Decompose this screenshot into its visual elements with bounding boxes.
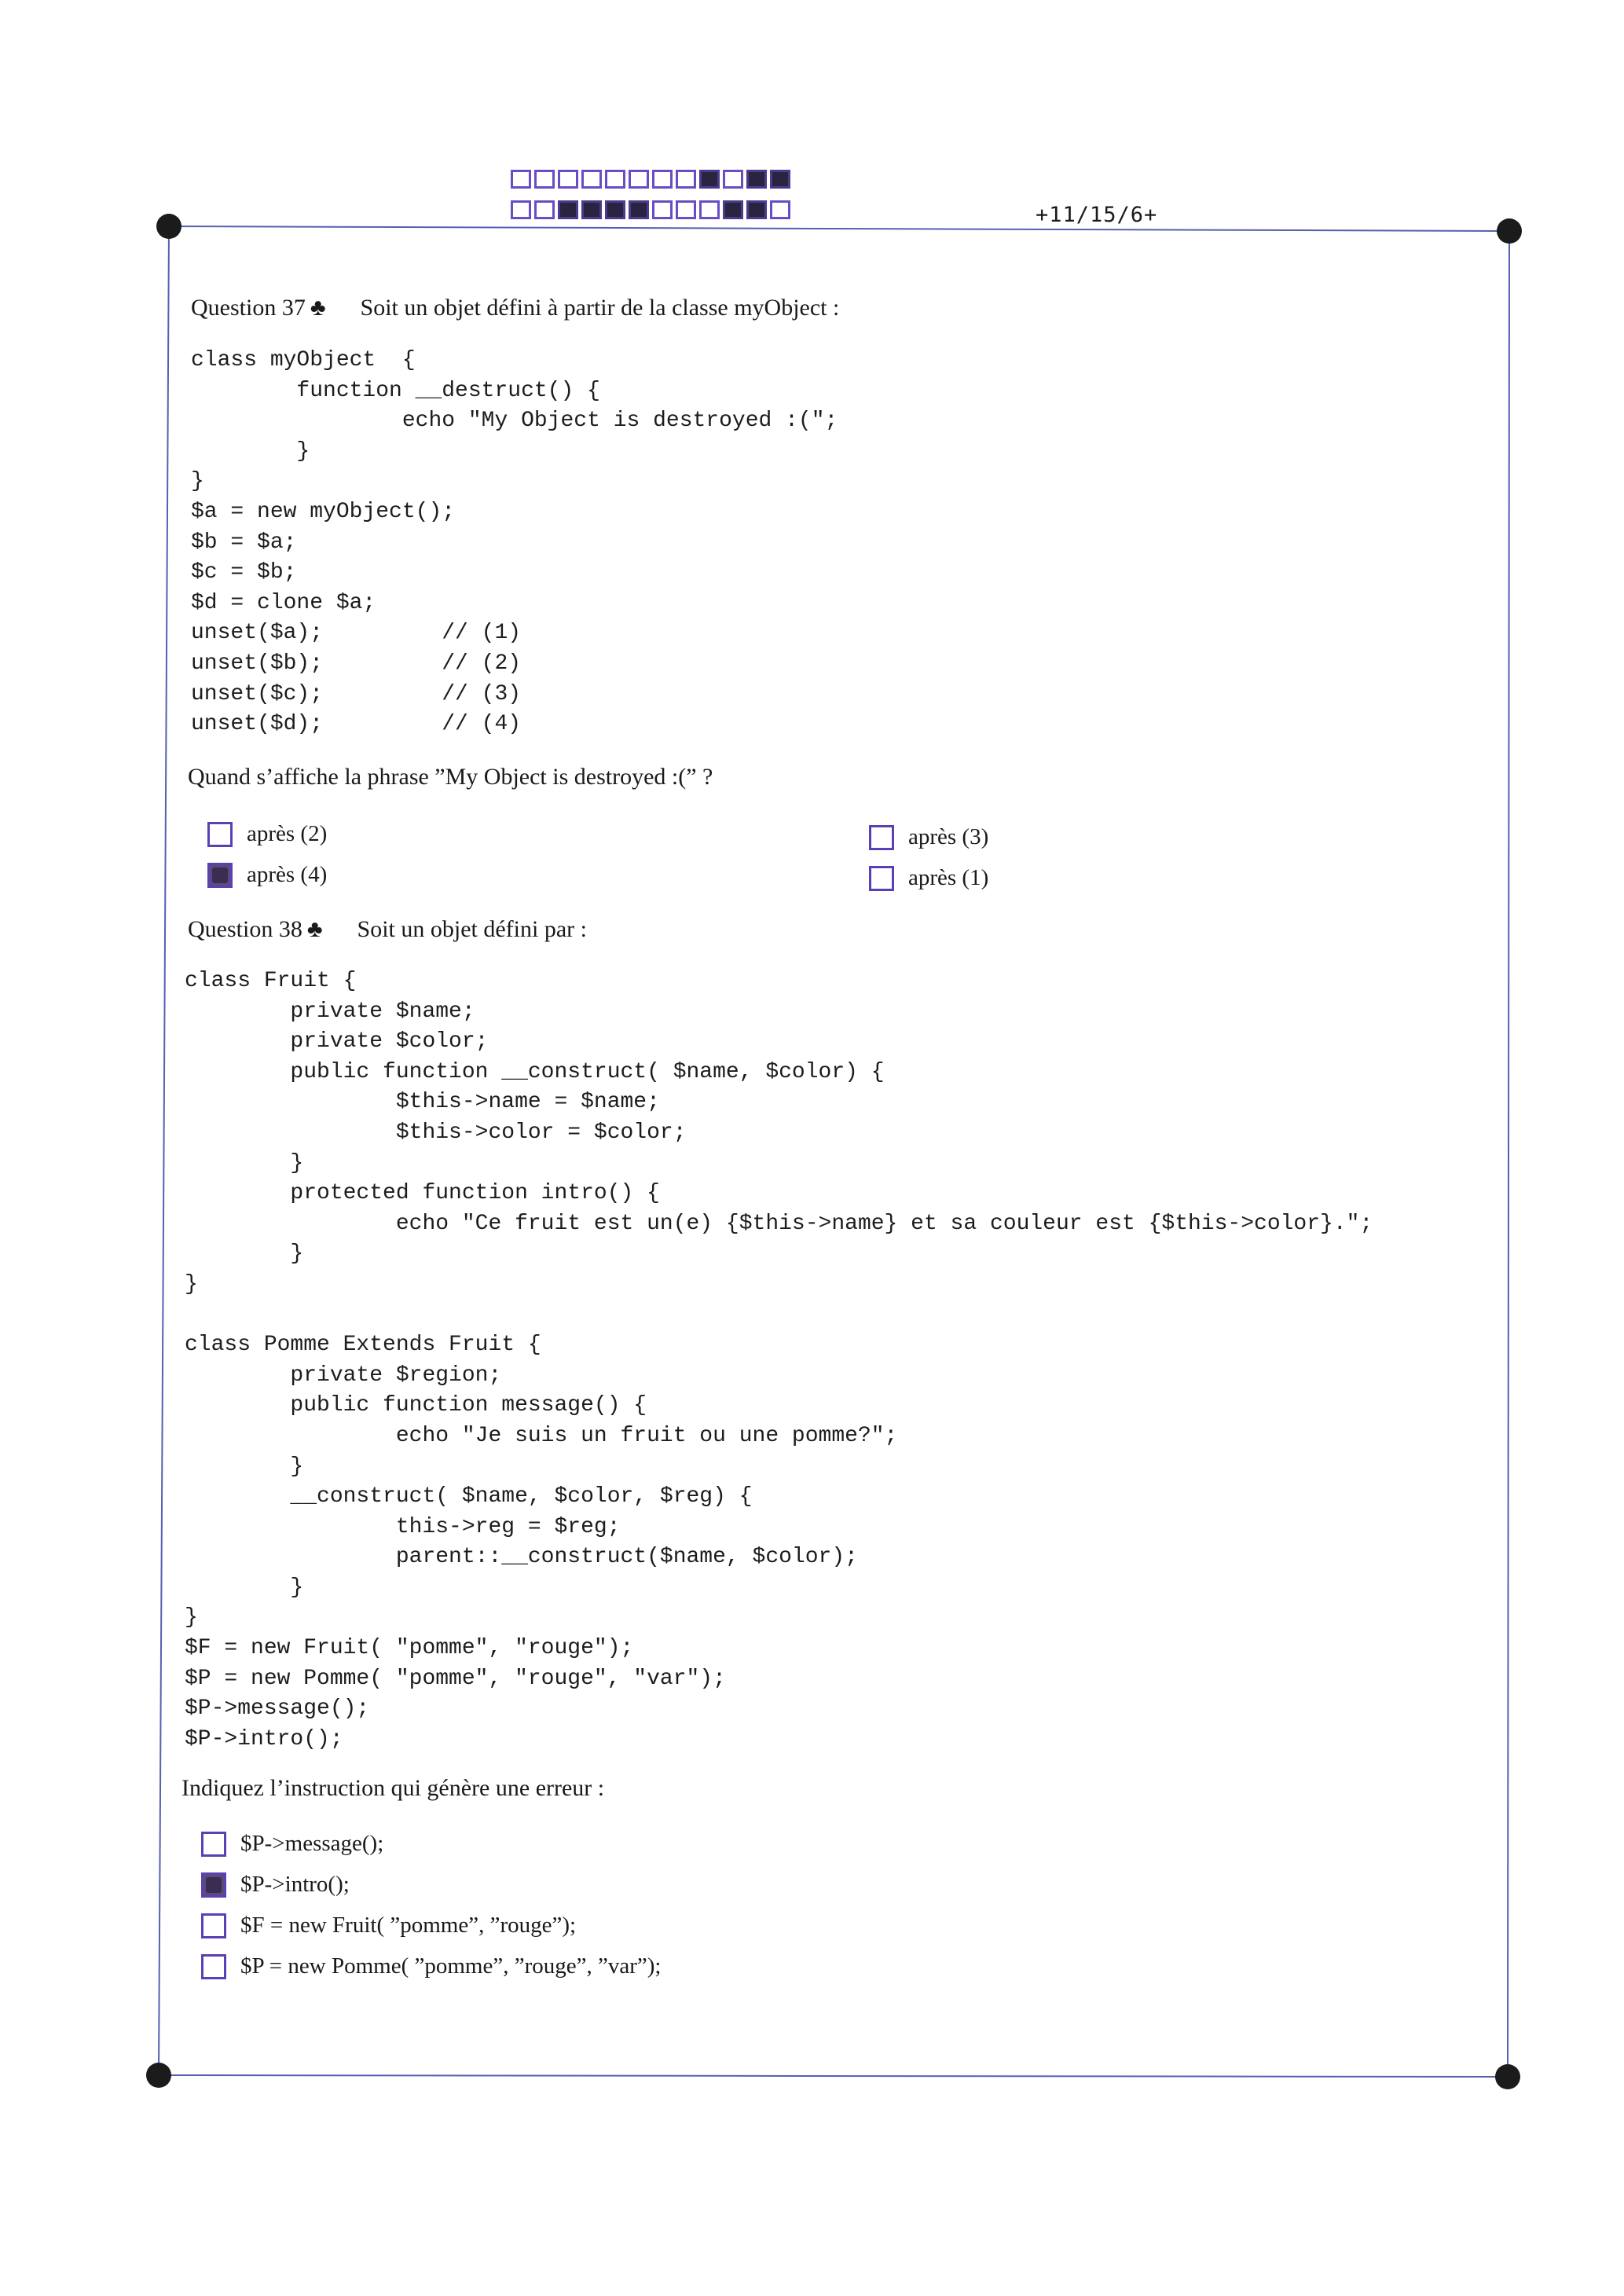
id-code-row-1	[511, 170, 794, 189]
answer-label: après (1)	[908, 865, 989, 890]
answer-q38-d[interactable]	[201, 1953, 661, 1979]
answer-q37-c[interactable]	[869, 824, 988, 850]
answer-q38-a[interactable]	[201, 1831, 383, 1857]
id-box-filled	[581, 200, 602, 219]
question-38-text: Soit un objet défini par :	[357, 916, 587, 942]
id-box-empty	[676, 200, 696, 219]
question-37-text: Soit un objet défini à partir de la classe myObject :	[360, 295, 840, 321]
id-box-empty	[629, 170, 649, 189]
registration-mark-top-right	[1497, 218, 1522, 244]
id-box-empty	[699, 200, 720, 219]
registration-mark-top-left	[156, 214, 181, 239]
id-box-empty	[652, 170, 673, 189]
answer-q37-d[interactable]	[869, 865, 988, 891]
answer-label: $P->intro();	[240, 1872, 350, 1897]
checkbox-checked[interactable]	[207, 863, 233, 888]
checkbox-checked[interactable]	[201, 1872, 226, 1898]
id-box-filled	[558, 200, 578, 219]
answer-q38-b[interactable]	[201, 1872, 350, 1898]
id-box-empty	[652, 200, 673, 219]
id-box-empty	[770, 200, 790, 219]
id-box-filled	[629, 200, 649, 219]
id-box-filled	[605, 200, 625, 219]
checkbox[interactable]	[869, 866, 894, 891]
checkbox[interactable]	[201, 1954, 226, 1979]
answer-q37-a[interactable]	[207, 821, 327, 847]
id-box-filled	[699, 170, 720, 189]
question-37-prompt: Quand s’affiche la phrase ”My Object is destroyed :(” ?	[188, 764, 713, 790]
id-box-filled	[723, 200, 743, 219]
answer-q37-b[interactable]	[207, 862, 327, 888]
question-38-header	[188, 916, 587, 943]
question-38-label: Question 38	[188, 916, 302, 942]
registration-mark-bottom-left	[146, 2063, 171, 2088]
id-code-row-2	[511, 200, 794, 219]
id-box-empty	[511, 200, 531, 219]
id-box-empty	[534, 170, 555, 189]
answer-q38-c[interactable]	[201, 1913, 576, 1938]
question-38-prompt: Indiquez l’instruction qui génère une erreur :	[181, 1775, 605, 1801]
answer-label: après (4)	[247, 862, 328, 887]
page-id: +11/15/6+	[1036, 203, 1158, 227]
id-box-empty	[534, 200, 555, 219]
id-box-filled	[746, 170, 767, 189]
id-box-empty	[558, 170, 578, 189]
answer-label: $F = new Fruit( ”pomme”, ”rouge”);	[240, 1913, 577, 1938]
club-symbol: ♣	[306, 916, 323, 942]
id-box-empty	[605, 170, 625, 189]
checkbox[interactable]	[201, 1913, 226, 1938]
answer-label: après (3)	[908, 824, 989, 849]
question-37-label: Question 37	[191, 295, 306, 321]
registration-mark-bottom-right	[1495, 2064, 1520, 2089]
id-box-empty	[581, 170, 602, 189]
id-box-filled	[746, 200, 767, 219]
id-box-empty	[676, 170, 696, 189]
id-box-empty	[723, 170, 743, 189]
club-symbol: ♣	[310, 295, 326, 321]
checkbox[interactable]	[201, 1832, 226, 1857]
checkbox[interactable]	[869, 825, 894, 850]
question-38-code: class Fruit { private $name; private $color; public function __construct( $name, $color) { $this->name = $name; $this->color = $color; } protected function intro() { echo "Ce fruit est un(e) {$this->name} et sa couleur est {$this->color}."; } } class Pomme Extends Fruit { private $region; public function message() { echo "Je suis un fruit ou une pomme?"; } __construct( $name, $color, $reg) { this->reg = $reg; parent::__construct($name, $color); } } $F = new Fruit( "pomme", "rouge"); $P = new Pomme( "pomme", "rouge", "var"); $P->message(); $P->intro();	[185, 969, 1373, 1751]
answer-label: $P->message();	[240, 1831, 384, 1856]
id-box-empty	[511, 170, 531, 189]
answer-label: $P = new Pomme( ”pomme”, ”rouge”, ”var”);	[240, 1953, 662, 1979]
answer-label: après (2)	[247, 821, 328, 846]
question-37-code: class myObject { function __destruct() { echo "My Object is destroyed :("; } } $a = new myObject(); $b = $a; $c = $b; $d = clone $a; unset($a); // (1) unset($b); // (2) unset($c); // (3) unset($d); // (4)	[191, 348, 838, 737]
checkbox[interactable]	[207, 822, 233, 847]
id-box-filled	[770, 170, 790, 189]
question-37-header	[191, 295, 839, 321]
